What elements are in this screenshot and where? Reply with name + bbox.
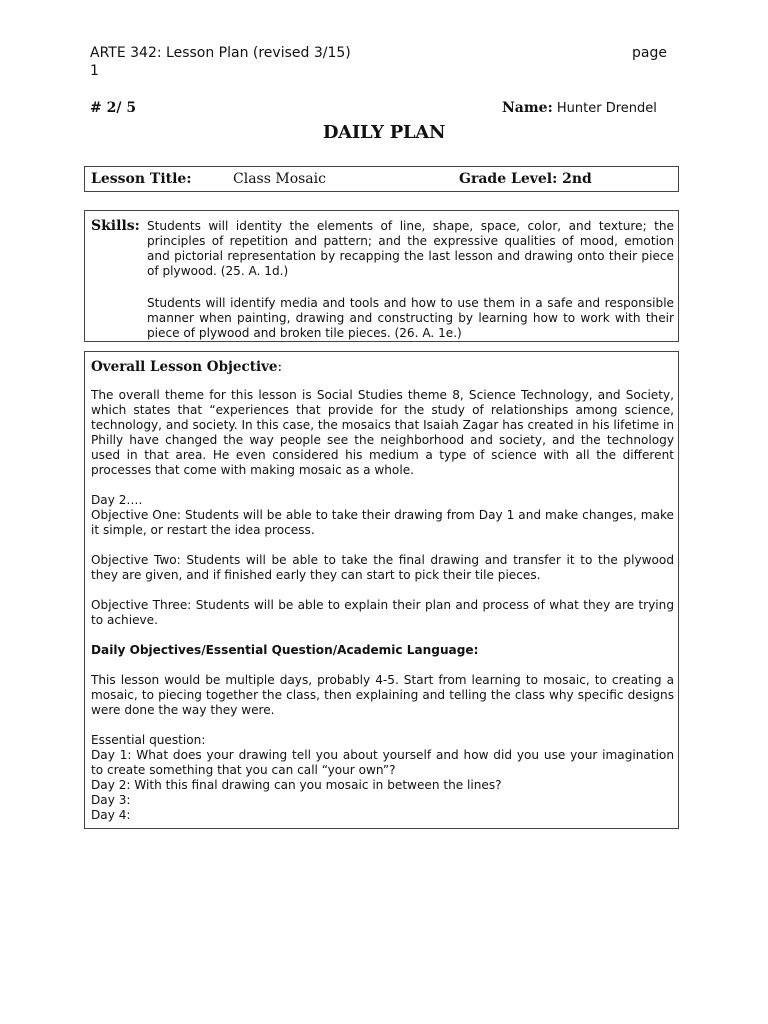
page-number: 1: [90, 63, 99, 79]
objective-box: [84, 351, 679, 829]
document-title: DAILY PLAN: [322, 122, 446, 143]
objective-heading-suffix: :: [277, 359, 283, 375]
essential-question-day-2: Day 2: With this final drawing can you mosaic in between the lines?: [91, 778, 502, 792]
course-title: ARTE 342: Lesson Plan (revised 3/15): [90, 45, 351, 61]
lesson-title-value: Class Mosaic: [233, 171, 326, 187]
lesson-number: # 2/ 5: [90, 100, 137, 116]
page-header: [90, 44, 670, 80]
skills-paragraph-2: Students will identify media and tools and how to use them in a safe and responsible manner when painting, drawing and constructing by learning how to work with their piece of plywood and broken tile pieces. (26. A. 1e.): [147, 296, 674, 340]
day-label: Day 2….: [91, 493, 143, 507]
meta-row: [90, 100, 670, 116]
skills-label: Skills:: [91, 218, 140, 234]
objective-content: [91, 358, 674, 823]
objective-one: Objective One: Students will be able to take their drawing from Day 1 and make changes, make it simple, or restart the idea process.: [91, 508, 674, 537]
name-block: [502, 100, 657, 116]
page-label: page: [632, 45, 667, 61]
lesson-info-box: [84, 166, 679, 192]
objective-heading-text: Overall Lesson Objective: [91, 359, 278, 375]
lesson-title-label: Lesson Title:: [91, 171, 192, 187]
name-label: Name:: [502, 100, 553, 116]
essential-question-day-4: Day 4:: [91, 808, 131, 822]
name-value: Hunter Drendel: [556, 101, 657, 116]
skills-paragraph-1: Students will identity the elements of line, shape, space, color, and texture; the principles of repetition and pattern; and the expressive qualities of mood, emotion and pictorial representation by recapping the last lesson and drawing onto their piece of plywood. (25. A. 1d.): [147, 219, 674, 278]
objective-overview: The overall theme for this lesson is Social Studies theme 8, Science Technology, and Society, which states that “experiences that provide for the study of relationships among science, technology, and society. In this case, the mosaics that Isaiah Zagar has created in his lifetime in Philly have changed the way people see the neighborhood and society, and the technology used in that area. He even considered his medium a type of science with all the different processes that come with making mosaic as a whole.: [91, 388, 675, 477]
objective-three: Objective Three: Students will be able to explain their plan and process of what they are trying to achieve.: [91, 598, 674, 627]
objective-heading: [91, 358, 674, 376]
daily-objectives-text: This lesson would be multiple days, probably 4-5. Start from learning to mosaic, to creating a mosaic, to piecing together the class, then explaining and telling the class why specific designs were done the way they were.: [91, 673, 674, 717]
objective-two: Objective Two: Students will be able to take the final drawing and transfer it to the plywood they are given, and if finished early they can start to pick their tile pieces.: [91, 553, 674, 582]
daily-objectives-heading: Daily Objectives/Essential Question/Academic Language:: [91, 643, 479, 657]
grade-level: Grade Level: 2nd: [459, 171, 592, 187]
essential-question-day-1: Day 1: What does your drawing tell you about yourself and how did you use your imagination to create something that you can call “your own”?: [91, 748, 674, 777]
essential-question-day-3: Day 3:: [91, 793, 131, 807]
essential-question-label: Essential question:: [91, 733, 206, 747]
skills-box: [84, 210, 679, 342]
